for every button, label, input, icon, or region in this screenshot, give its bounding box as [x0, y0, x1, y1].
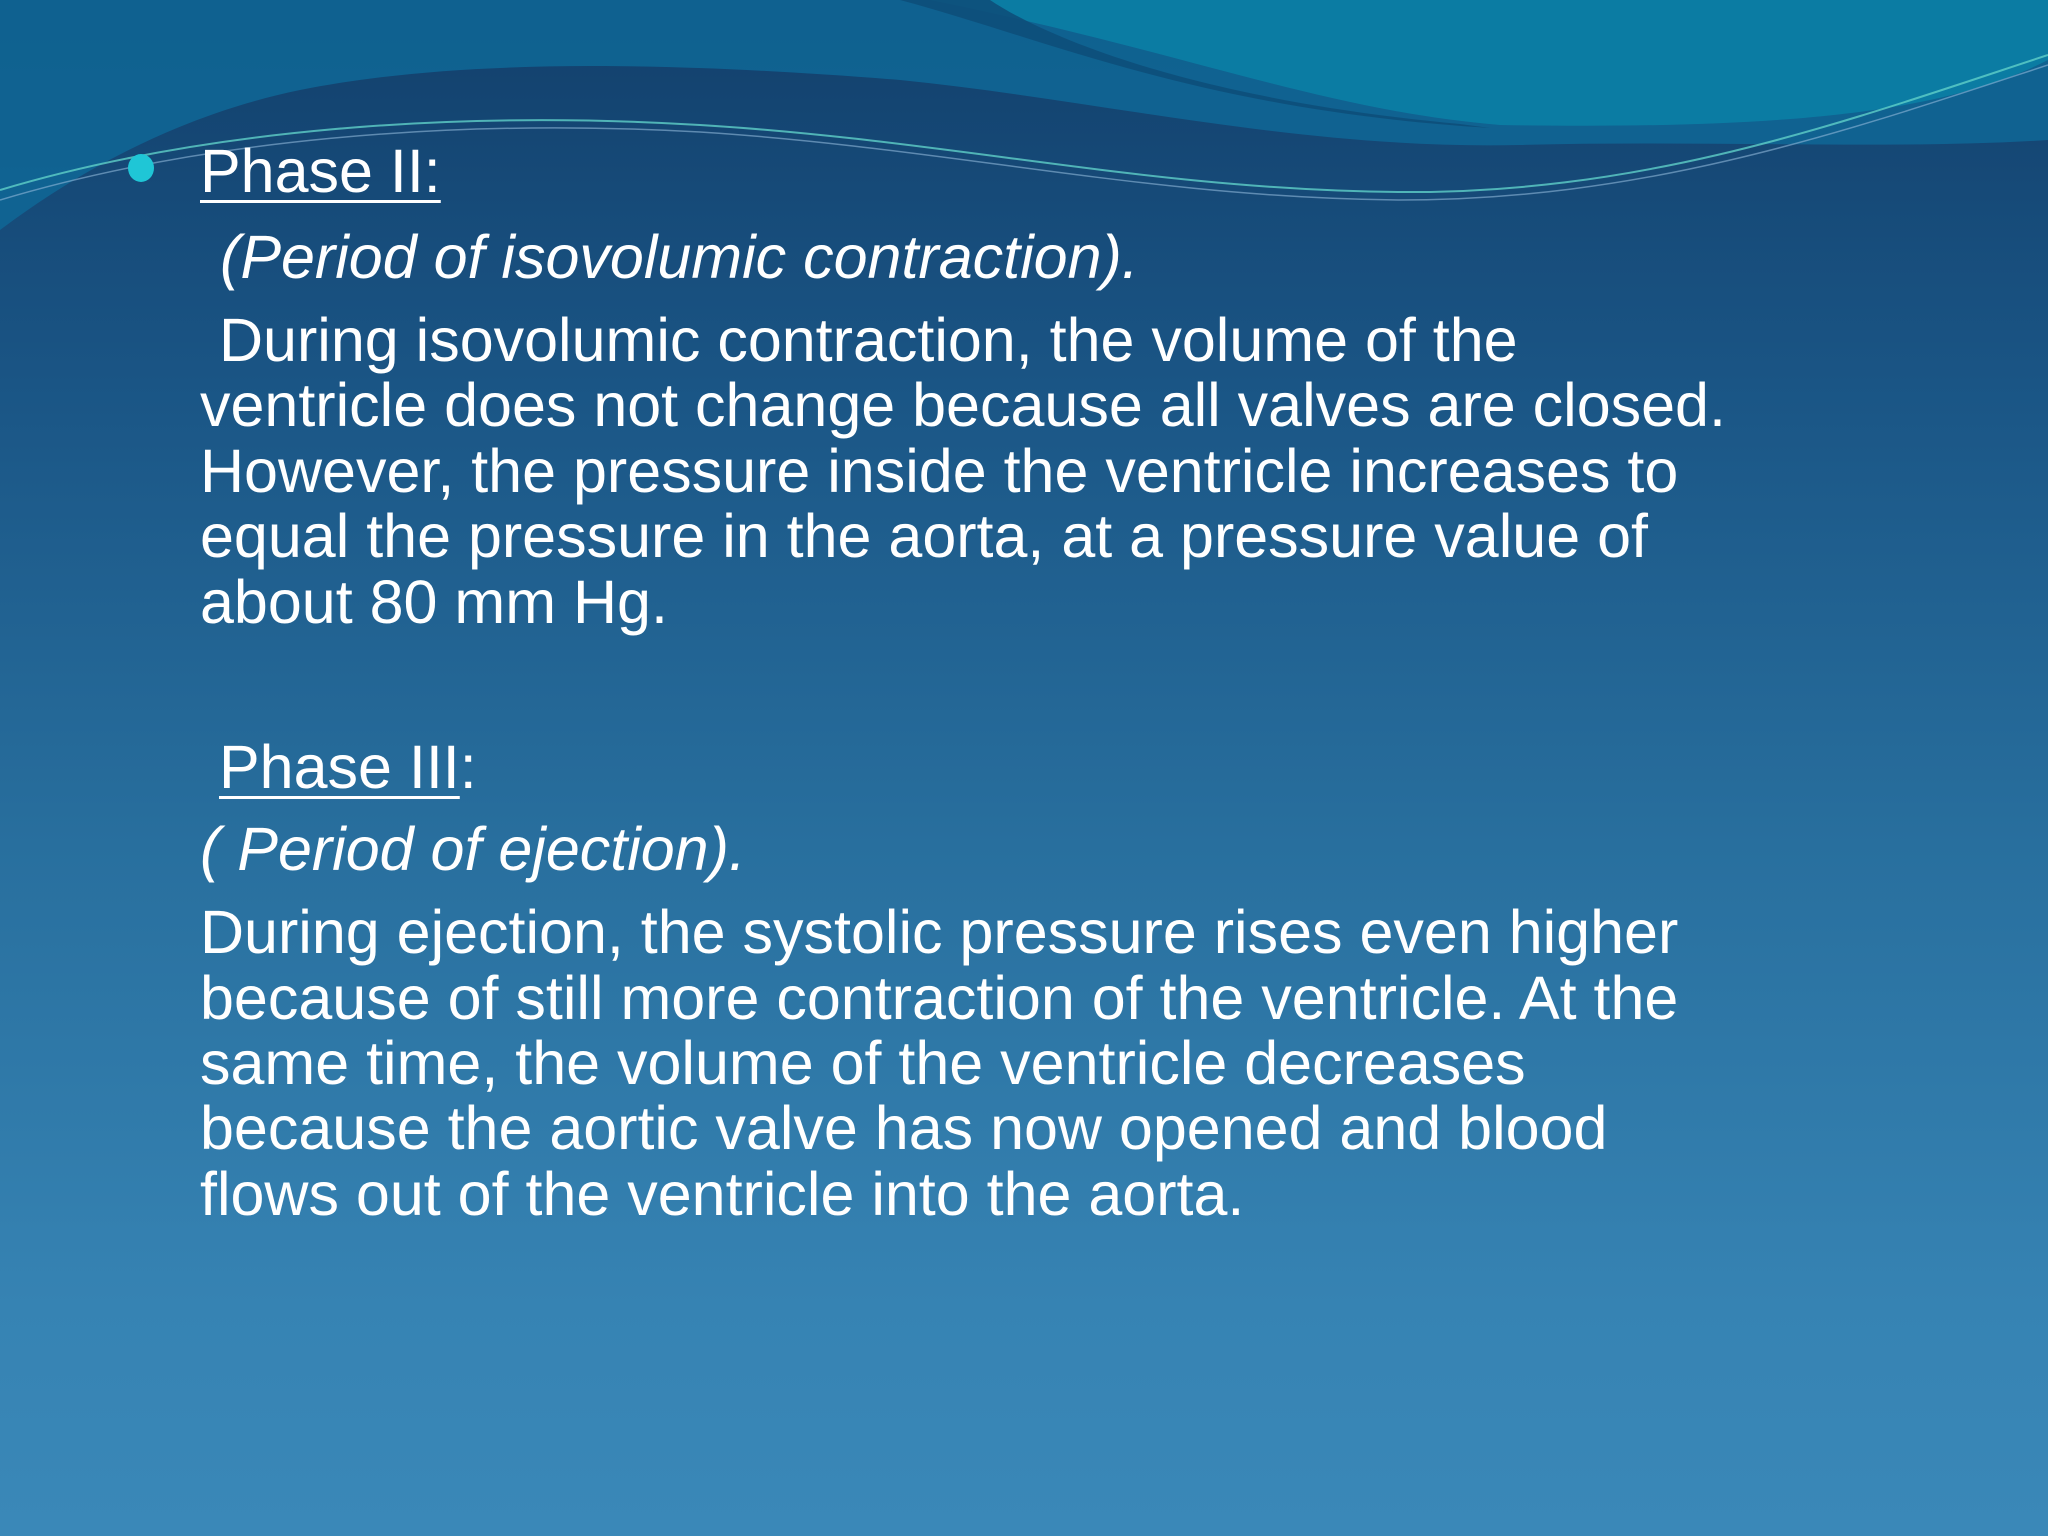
phase2-body-line: During isovolumic contraction, the volume of the	[219, 306, 1518, 374]
phase2-body-line: about 80 mm Hg.	[200, 568, 668, 636]
phase2-body-line: equal the pressure in the aorta, at a pressure value of	[200, 502, 1648, 570]
phase3-body-line: During ejection, the systolic pressure rises even higher	[200, 898, 1679, 966]
phase3-heading-colon: :	[459, 733, 477, 801]
phase3-subtitle: ( Period of ejection).	[200, 815, 746, 883]
phase3-body-line: same time, the volume of the ventricle decreases	[200, 1029, 1526, 1097]
phase3-heading	[219, 734, 477, 800]
phase2-heading: Phase II:	[200, 137, 441, 205]
bullet-icon	[128, 154, 154, 182]
phase2-body-line: ventricle does not change because all valves are closed.	[200, 371, 1726, 439]
phase3-body-line: because of still more contraction of the ventricle. At the	[200, 964, 1679, 1032]
phase2-subtitle: (Period of isovolumic contraction).	[220, 223, 1139, 291]
phase3-heading-text: Phase III	[219, 733, 460, 801]
phase3-body-line: flows out of the ventricle into the aorta.	[200, 1160, 1245, 1228]
phase2-body-line: However, the pressure inside the ventricle increases to	[200, 437, 1679, 505]
phase3-body-line: because the aortic valve has now opened and blood	[200, 1094, 1608, 1162]
